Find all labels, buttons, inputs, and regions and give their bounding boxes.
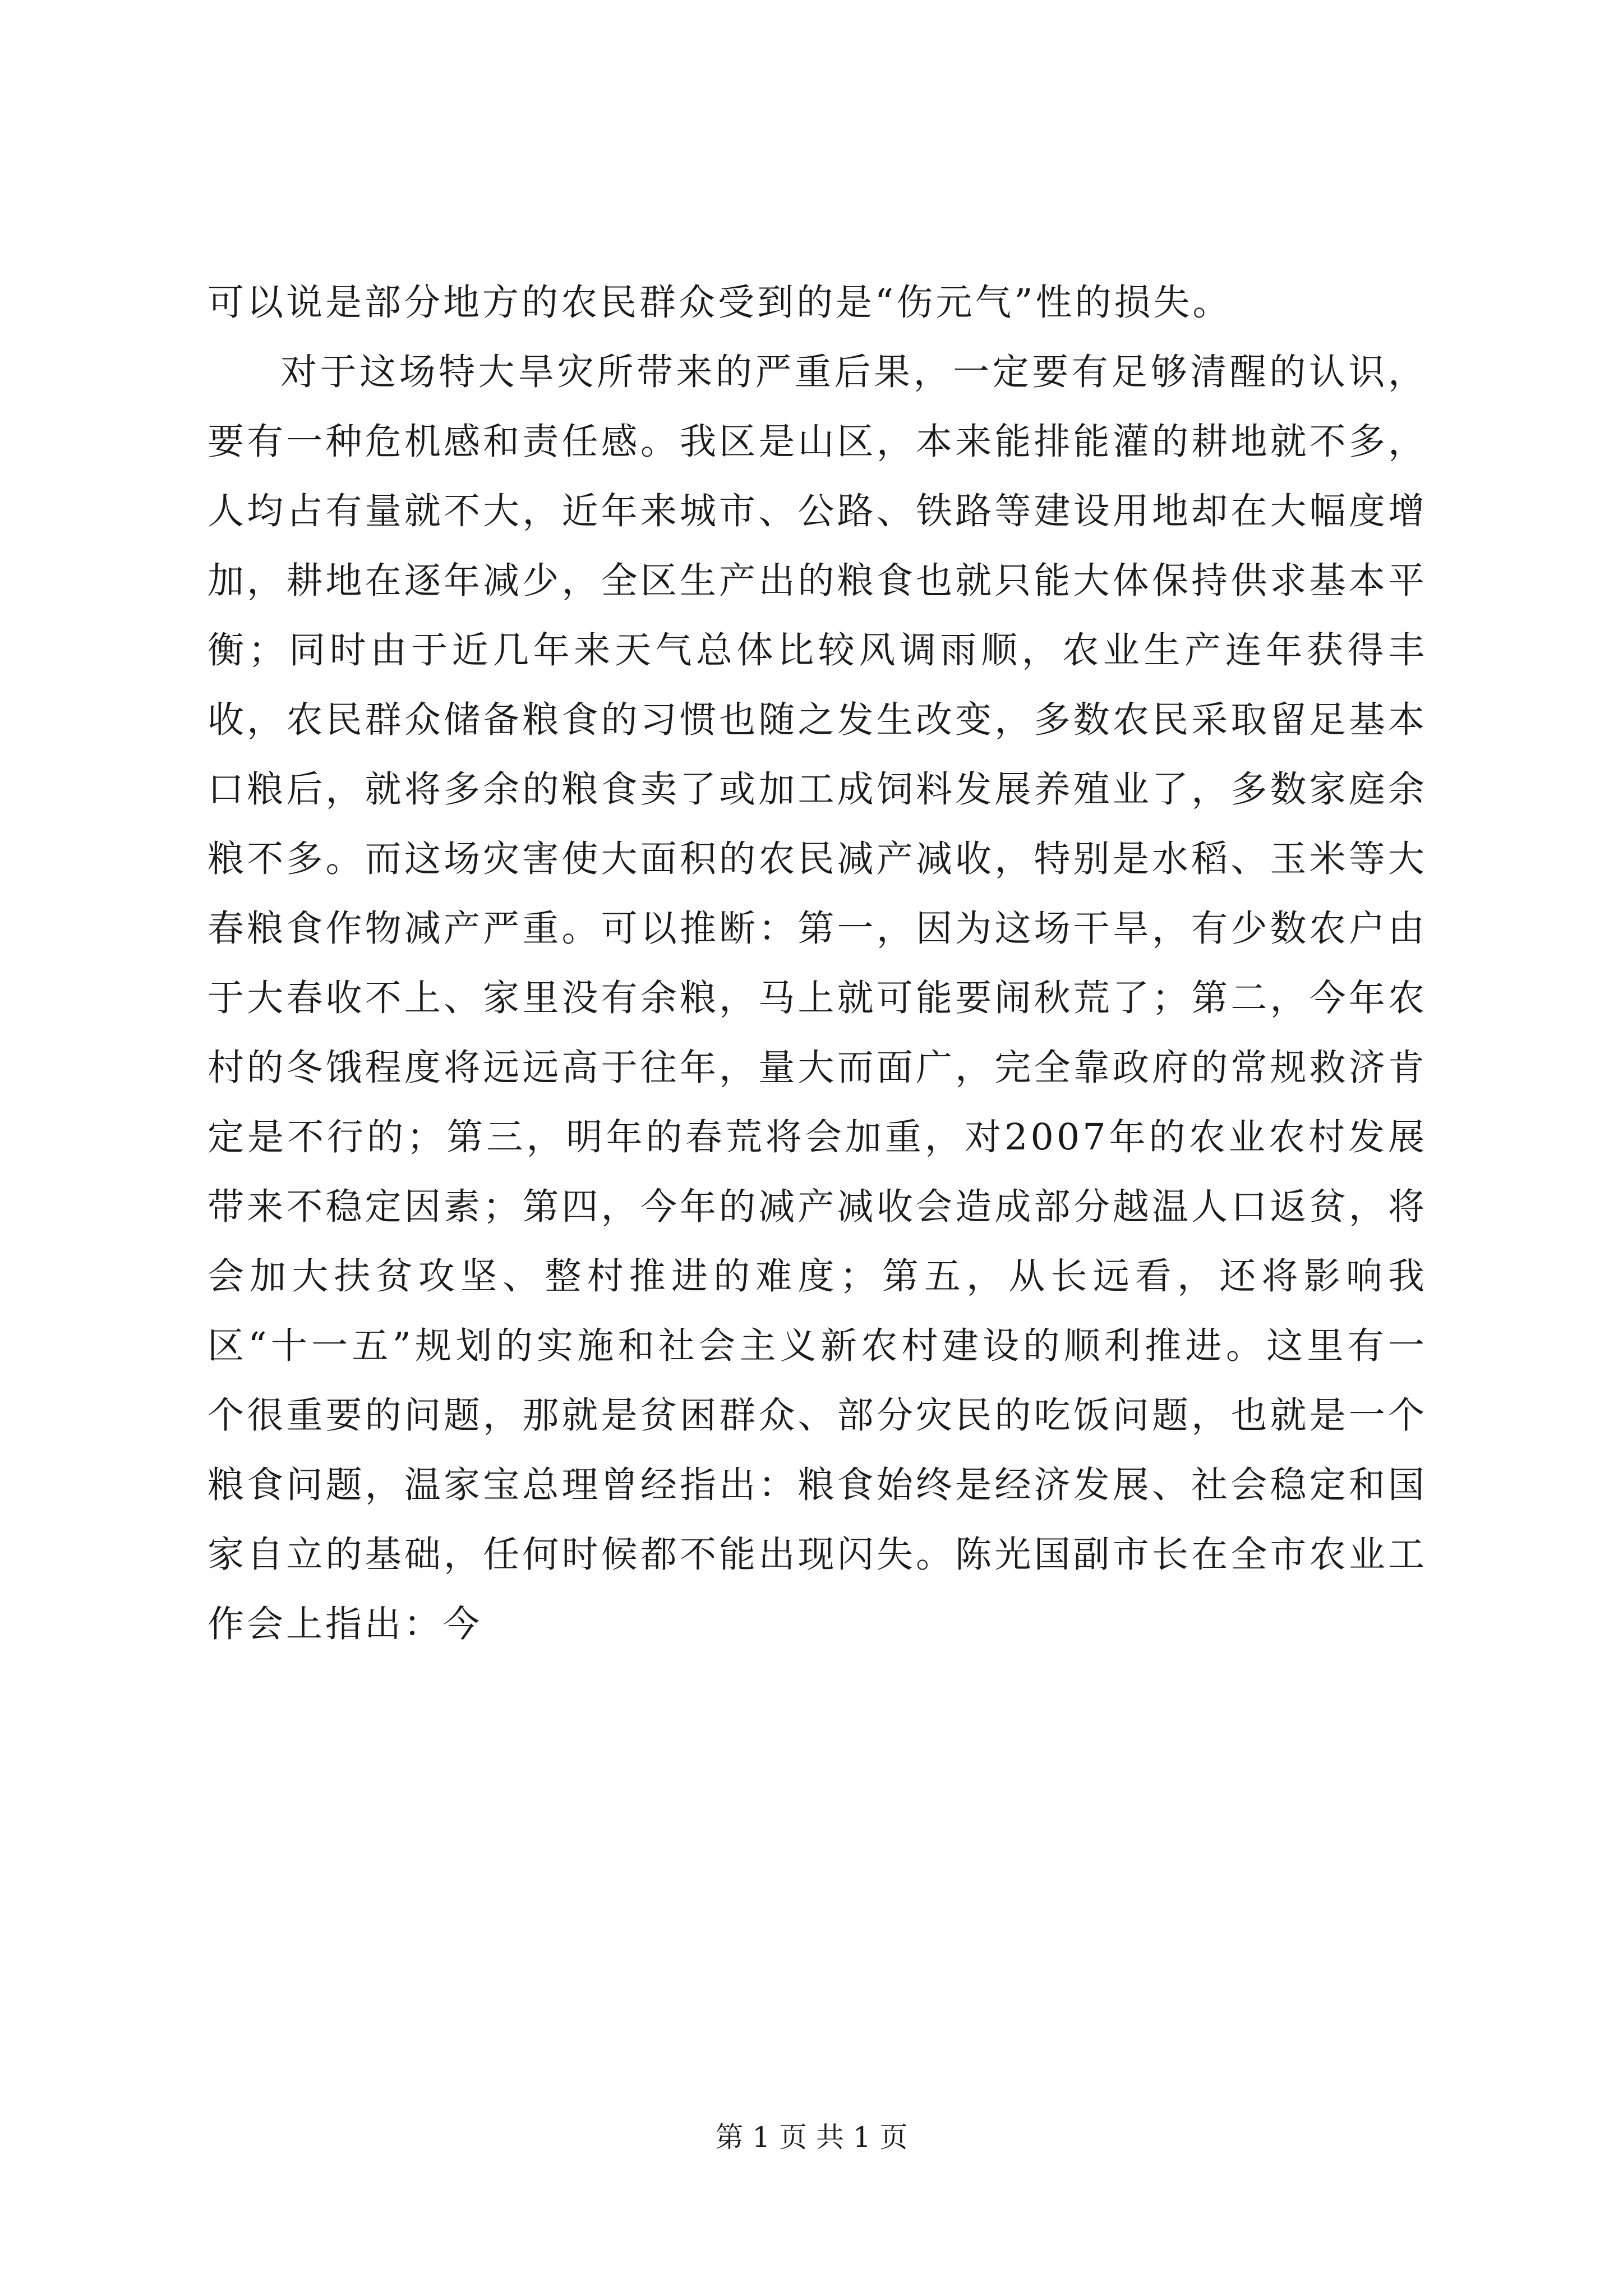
paragraph-drought-consequences: 对于这场特大旱灾所带来的严重后果，一定要有足够清醒的认识，要有一种危机感和责任感。我区是山区，本来能排能灌的耕地就不多，人均占有量就不大，近年来城市、公路、铁路等建设用地却在大幅度增加，耕地在逐年减少，全区生产出的粮食也就只能大体保持供求基本平衡；同时由于近几年来天气总体比较风调雨顺，农业生产连年获得丰收，农民群众储备粮食的习惯也随之发生改变，多数农民采取留足基本口粮后，就将多余的粮食卖了或加工成饲料发展养殖业了，多数家庭余粮不多。而这场灾害使大面积的农民减产减收，特别是水稻、玉米等大春粮食作物减产严重。可以推断：第一，因为这场干旱，有少数农户由于大春收不上、家里没有余粮，马上就可能要闹秋荒了；第二，今年农村的冬饿程度将远远高于往年，量大而面广，完全靠政府的常规救济肯定是不行的；第三，明年的春荒将会加重，对2007年的农业农村发展带来不稳定因素；第四，今年的减产减收会造成部分越温人口返贫，将会加大扶贫攻坚、整村推进的难度；第五，从长远看，还将影响我区“十一五”规划的实施和社会主义新农村建设的顺利推进。这里有一个很重要的问题，那就是贫困群众、部分灾民的吃饭问题，也就是一个粮食问题，温家宝总理曾经指出：粮食始终是经济发展、社会稳定和国家自立的基础，任何时候都不能出现闪失。陈光国副市长在全市农业工作会上指出：今 [208,351,1427,1645]
paragraph-continuation: 可以说是部分地方的农民群众受到的是“伤元气”性的损失。 [208,282,1232,324]
document-body [208,268,1427,1659]
page-footer: 第 1 页 共 1 页 [715,2121,908,2154]
